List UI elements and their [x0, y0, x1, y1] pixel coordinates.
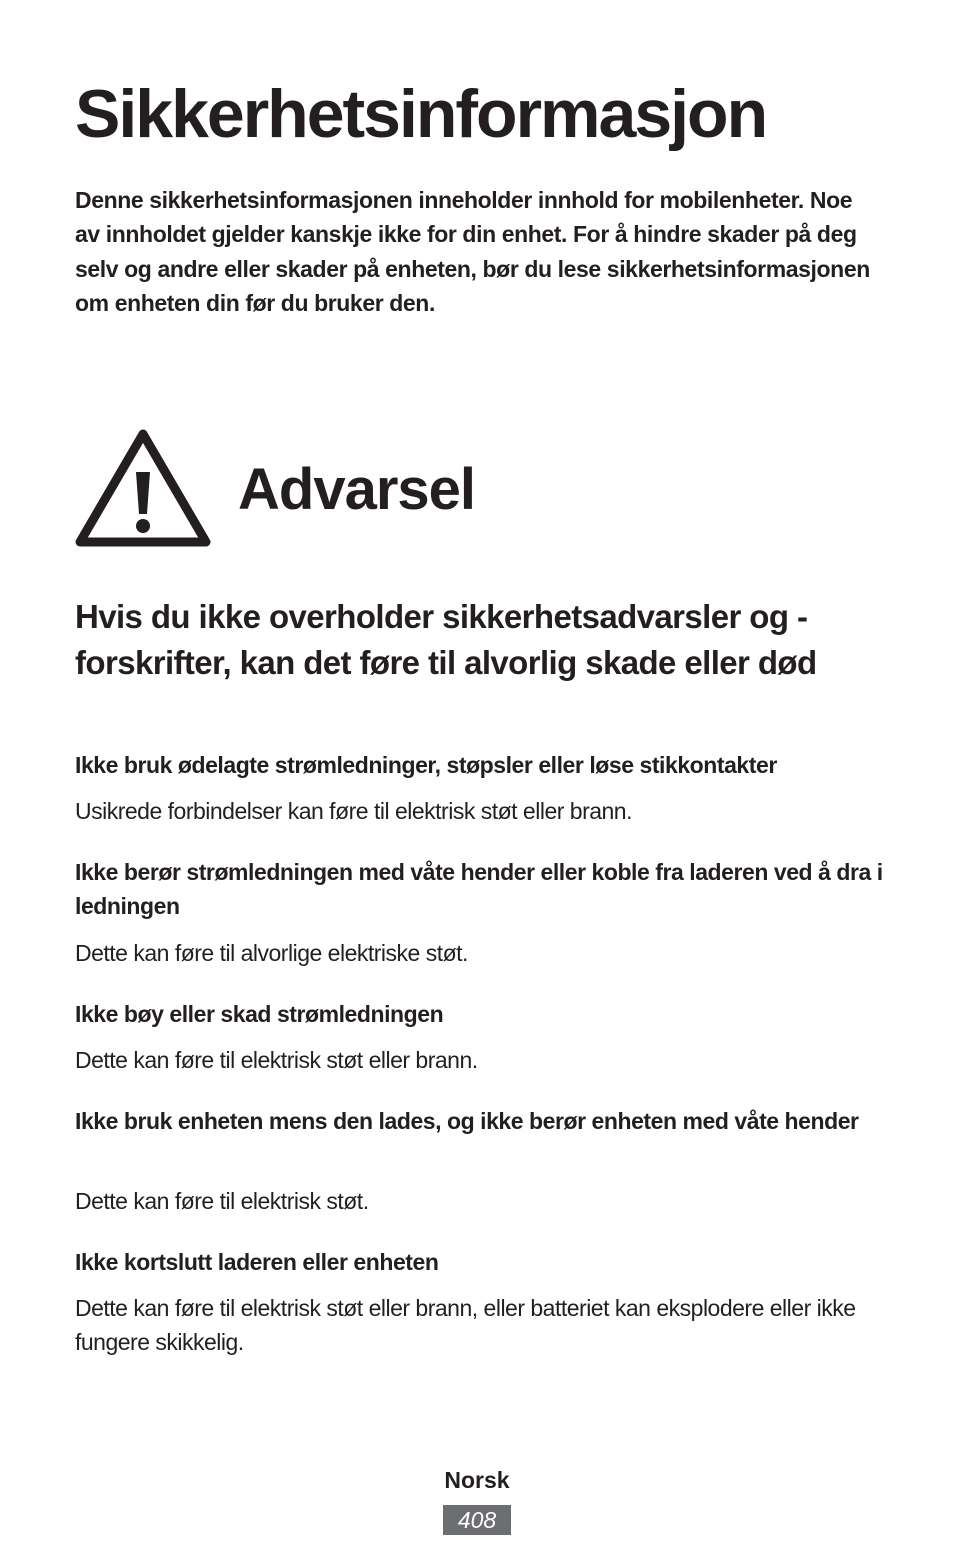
warning-triangle-icon — [74, 426, 212, 550]
item-heading: Ikke bøy eller skad strømledningen — [75, 1001, 444, 1027]
page-number-badge: 408 — [443, 1505, 511, 1535]
footer-language: Norsk — [444, 1467, 510, 1493]
intro-paragraph: Denne sikkerhetsinformasjonen inneholder innhold for mobilenheter. Noe av innholdet gjelder kanskje ikke for din enhet. For å hindre skader på deg selv og andre eller skader på enheten, bør du lese sikkerhetsinformasjonen om enheten din før du bruker den. — [75, 187, 870, 317]
item-heading: Ikke berør strømledningen med våte hender eller koble fra laderen ved å dra i ledningen — [75, 859, 883, 919]
item-text: Dette kan føre til elektrisk støt eller brann. — [75, 1047, 478, 1073]
item-text: Usikrede forbindelser kan føre til elektrisk støt eller brann. — [75, 798, 632, 824]
item-heading: Ikke bruk enheten mens den lades, og ikke berør enheten med våte hender — [75, 1108, 859, 1134]
item-heading: Ikke kortslutt laderen eller enheten — [75, 1249, 439, 1275]
section-heading: Hvis du ikke overholder sikkerhetsadvarsler og -forskrifter, kan det føre til alvorlig skade eller død — [75, 598, 817, 681]
page-title: Sikkerhetsinformasjon — [75, 76, 767, 152]
item-text: Dette kan føre til elektrisk støt eller brann, eller batteriet kan eksplodere eller ikke fungere skikkelig. — [75, 1295, 856, 1355]
item-text: Dette kan føre til alvorlige elektriske støt. — [75, 940, 468, 966]
warning-heading: Advarsel — [238, 457, 476, 522]
item-heading: Ikke bruk ødelagte strømledninger, støpsler eller løse stikkontakter — [75, 752, 777, 778]
item-text: Dette kan føre til elektrisk støt. — [75, 1188, 369, 1214]
